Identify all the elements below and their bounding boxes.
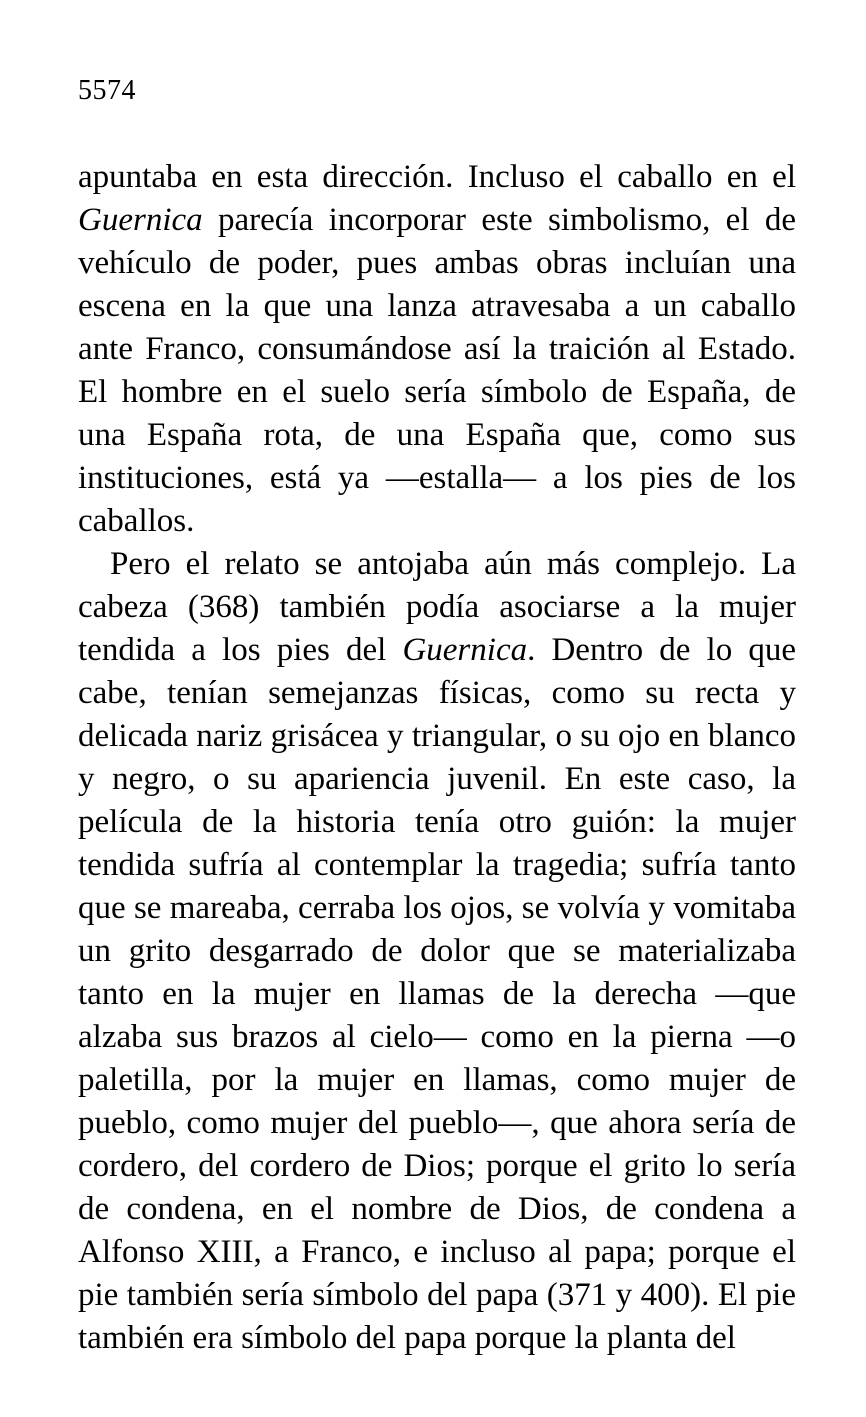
text-run: . Dentro de lo que cabe, tenían semejanzas físicas, como su recta y delicada nariz grisácea y triangular, o su ojo en blanco y negro, o su apariencia juvenil. En este caso, la película de la historia tenía otro guión: la mujer tendida sufría al contemplar la tragedia; sufría tanto que se mareaba, cerraba los ojos, se volvía y vomitaba un grito desgarrado de dolor que se materializaba tanto en la mujer en llamas de la derecha —que alzaba sus brazos al cielo— como en la pierna —o paletilla, por la mujer en llamas, como mujer de pueblo, como mujer del pueblo—, que ahora sería de cordero, del cordero de Dios; porque el grito lo sería de condena, en el nombre de Dios, de condena a Alfonso XIII, a Franco, e incluso al papa; porque el pie también sería símbolo del papa (371 y 400). El pie también era símbolo del papa porque la planta del <box>78 632 796 1356</box>
paragraph <box>78 156 796 543</box>
text-run: Pero el relato se antojaba aún más complejo. La cabeza (368) también podía asociarse a la mujer tendida a los pies del <box>78 546 796 668</box>
paragraph <box>78 543 796 1360</box>
italic-text-run: Guernica <box>78 202 203 238</box>
text-run: parecía incorporar este simbolismo, el de vehículo de poder, pues ambas obras incluían una escena en la que una lanza atravesaba a un caballo ante Franco, consumándose así la traición al Estado. El hombre en el suelo sería símbolo de España, de una España rota, de una España que, como sus instituciones, está ya —estalla— a los pies de los caballos. <box>78 202 796 539</box>
text-run: apuntaba en esta dirección. Incluso el caballo en el <box>78 159 796 195</box>
italic-text-run: Guernica <box>402 632 528 668</box>
page-text <box>78 156 796 1360</box>
page-number: 5574 <box>78 75 136 106</box>
